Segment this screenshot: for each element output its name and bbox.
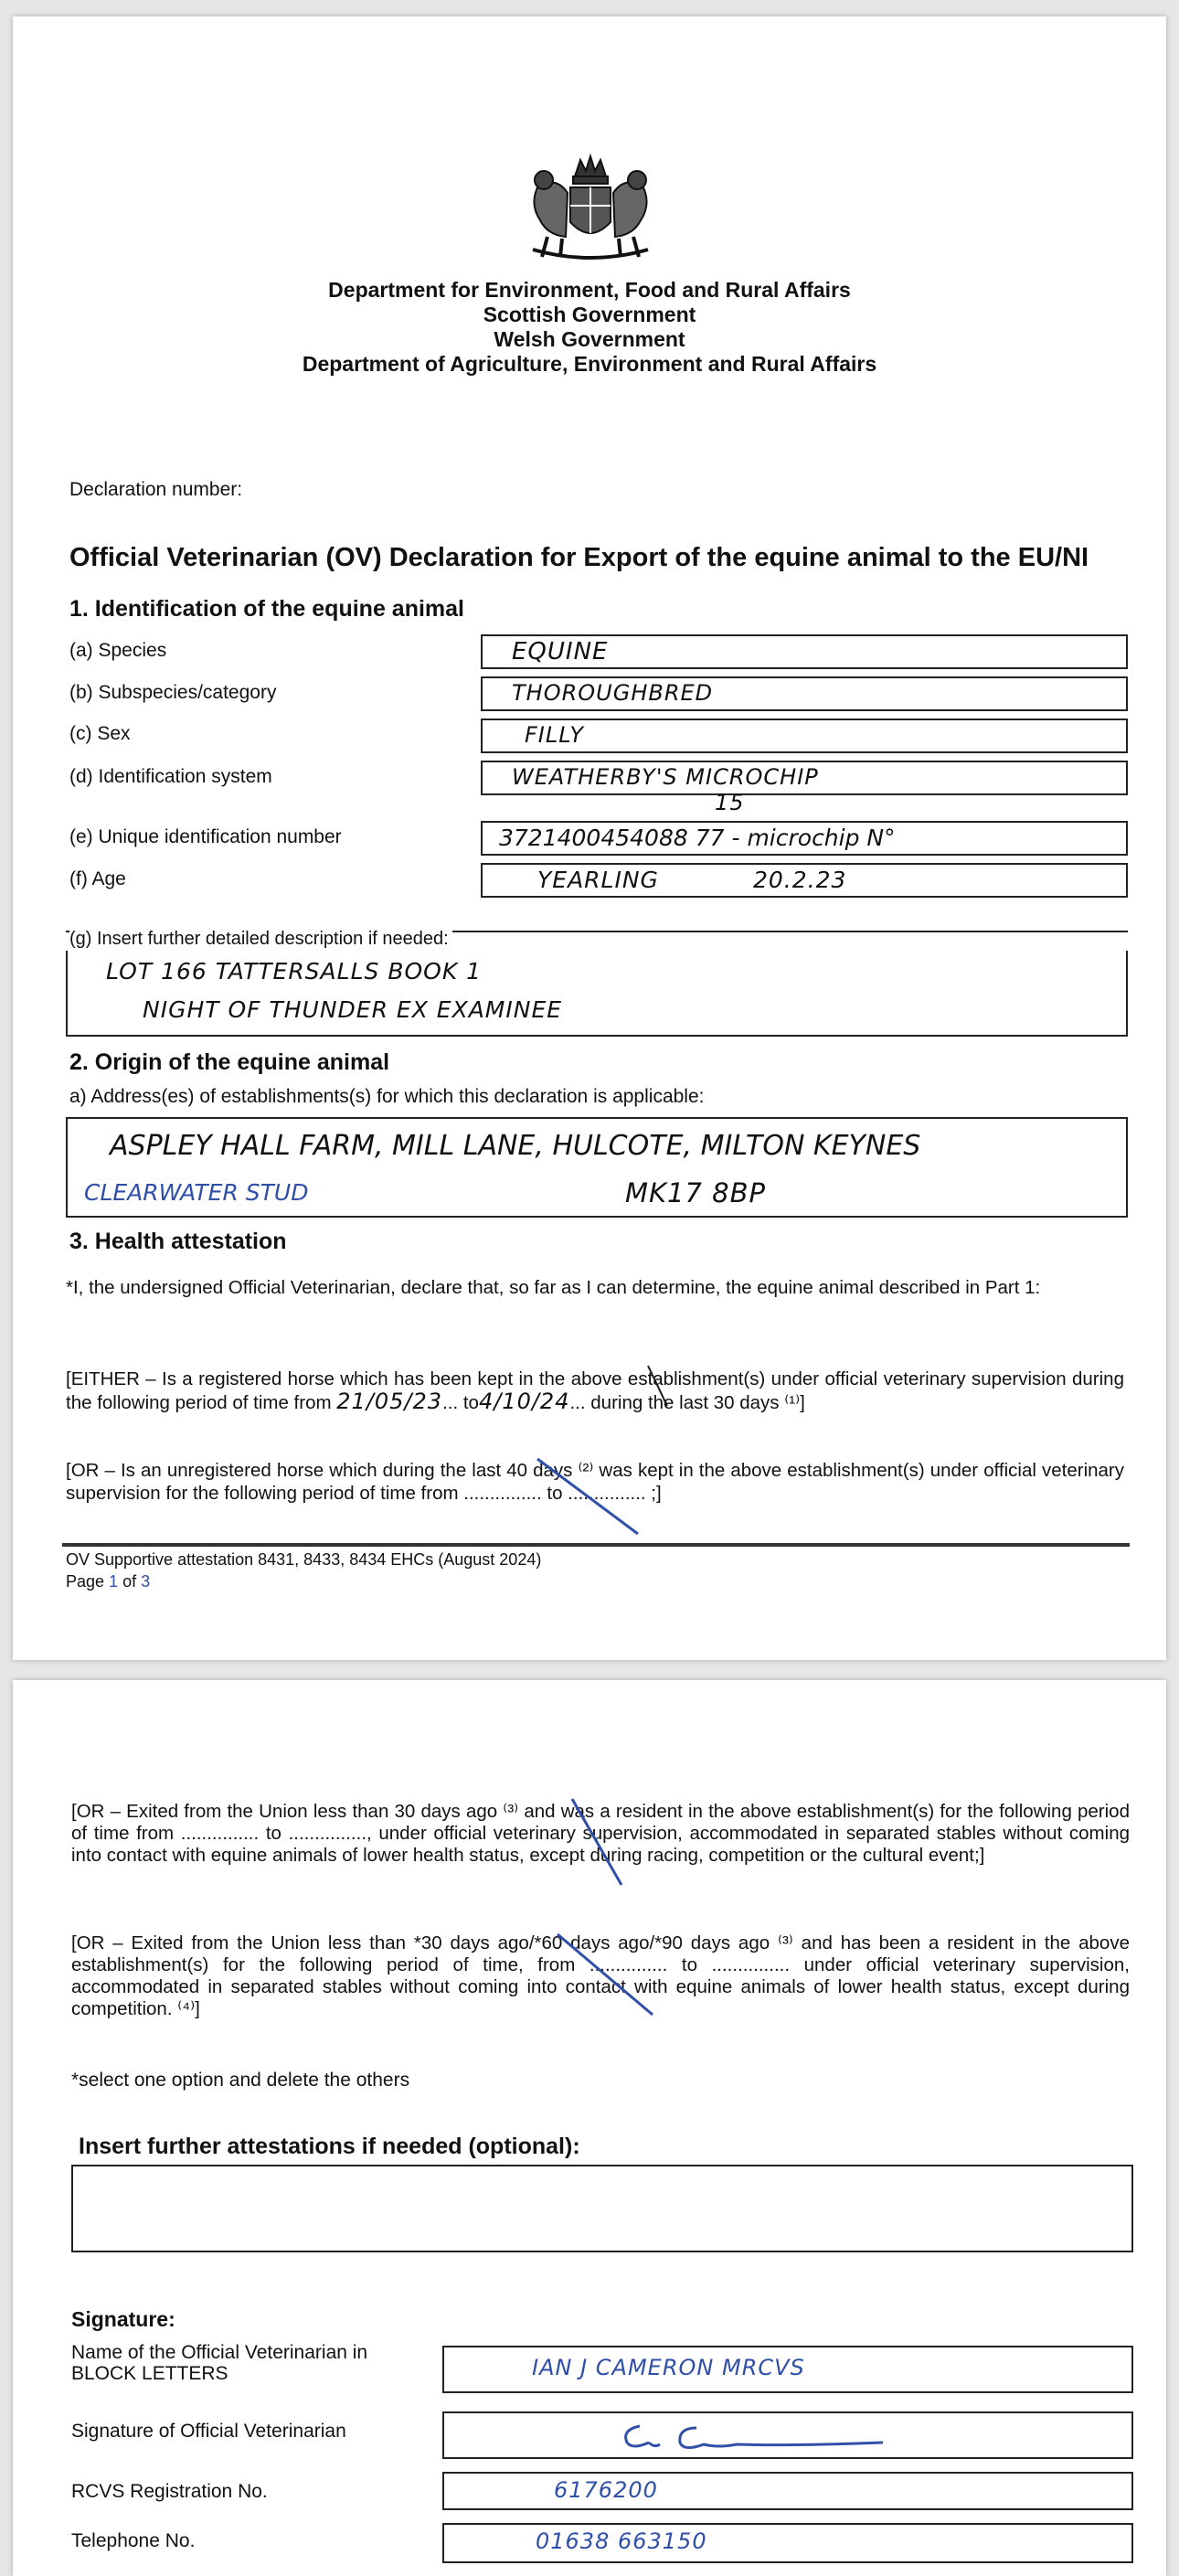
pen-strike-marks	[13, 16, 1166, 1660]
age-label: (f) Age	[69, 868, 126, 889]
section2-heading: 2. Origin of the equine animal	[69, 1049, 390, 1075]
department-defra: Department for Environment, Food and Rural Affairs	[328, 278, 851, 302]
either-from-date: 21/05/23	[336, 1389, 443, 1414]
or-unregistered-option: [OR – Is an unregistered horse which during the last 40 days ⁽²⁾ was kept in the above establishment(s) under official veterinary supervision for the following period of time from ............... to ............... ;]	[66, 1460, 1124, 1504]
ov-signature-label: Signature of Official Veterinarian	[71, 2421, 346, 2442]
species-label: (a) Species	[69, 640, 167, 661]
telephone-value: 01638 663150	[536, 2528, 707, 2554]
subspecies-label: (b) Subspecies/category	[69, 682, 277, 703]
telephone-label: Telephone No.	[71, 2530, 196, 2551]
either-text-mid: ... to	[442, 1392, 479, 1413]
page-of: of	[122, 1572, 137, 1591]
rcvs-value: 6176200	[554, 2477, 658, 2503]
strike-line-or3	[558, 1934, 653, 2015]
telephone-field[interactable]	[442, 2523, 1133, 2563]
age-value: YEARLING	[537, 867, 659, 893]
rcvs-field[interactable]	[442, 2472, 1133, 2510]
signature-heading: Signature:	[71, 2307, 175, 2331]
sex-value: FILLY	[525, 722, 584, 748]
identification-system-value: WEATHERBY'S MICROCHIP	[512, 764, 819, 790]
page-number: 1	[109, 1572, 119, 1591]
ov-name-value: IAN J CAMERON MRCVS	[532, 2355, 805, 2380]
further-description-line2: NIGHT OF THUNDER EX EXAMINEE	[143, 996, 563, 1023]
further-attestations-heading: Insert further attestations if needed (optional):	[79, 2134, 580, 2159]
sex-label: (c) Sex	[69, 723, 131, 744]
further-description-line1: LOT 166 TATTERSALLS BOOK 1	[106, 958, 483, 985]
page-total: 3	[141, 1572, 151, 1591]
strike-line-unregistered	[537, 1459, 638, 1534]
identification-system-label: (d) Identification system	[69, 766, 272, 787]
page-word: Page	[66, 1572, 105, 1591]
ov-name-field[interactable]	[442, 2346, 1133, 2393]
address-stamp: CLEARWATER STUD	[84, 1179, 309, 1206]
strike-line-either	[648, 1366, 667, 1406]
either-text-b: ... during the last 30 days ⁽¹⁾]	[569, 1392, 805, 1413]
or-exited-30-60-90-option: [OR – Exited from the Union less than *30 days ago/*60 days ago/*90 days ago ⁽³⁾ and has been a resident in the above establishment(s) for the following period of time, from ............... to ............... under official veterinary supervision, accommodated in separated stables without coming into contact with equine animals of lower health status, except during competition. ⁽⁴⁾]	[71, 1932, 1130, 2019]
ov-name-label: Name of the Official Veterinarian in BLOCK LETTERS	[71, 2342, 368, 2384]
document-page-1	[13, 16, 1166, 1660]
either-to-date: 4/10/24	[478, 1389, 570, 1414]
footer-attestation: OV Supportive attestation 8431, 8433, 8434 EHCs (August 2024)	[66, 1550, 542, 1569]
health-intro: *I, the undersigned Official Veterinarian, declare that, so far as I can determine, the equine animal described in Part 1:	[66, 1277, 1041, 1298]
address-label: a) Address(es) of establishments(s) for which this declaration is applicable:	[69, 1086, 705, 1107]
further-description-label: (g) Insert further detailed description if needed:	[69, 929, 452, 950]
department-scottish-government: Scottish Government	[483, 303, 696, 326]
handwritten-signature-icon	[609, 2417, 901, 2454]
address-postcode: MK17 8BP	[625, 1177, 766, 1208]
section1-heading: 1. Identification of the equine animal	[69, 596, 464, 622]
department-welsh-government: Welsh Government	[494, 327, 685, 351]
section3-heading: 3. Health attestation	[69, 1229, 287, 1254]
strike-line-or2	[572, 1799, 621, 1885]
or-exited-30-days-option: [OR – Exited from the Union less than 30 days ago ⁽³⁾ and was a resident in the above establishment(s) for the following period of time from ............... to ..............., under official veterinary supervision, accommodated in separated stables without coming into contact with equine animals of lower health status, except during racing, competition or the cultural event;]	[71, 1801, 1130, 1866]
address-line1: ASPLEY HALL FARM, MILL LANE, HULCOTE, MILTON KEYNES	[110, 1130, 921, 1162]
declaration-number-label: Declaration number:	[69, 479, 243, 500]
unique-id-value: 3721400454088 77 - microchip N°	[499, 825, 896, 851]
further-attestations-field[interactable]	[71, 2165, 1133, 2252]
unique-id-label: (e) Unique identification number	[69, 826, 342, 847]
document-page-2	[13, 1680, 1166, 2576]
age-date: 20.2.23	[753, 867, 847, 893]
uid-correction: 15	[715, 790, 745, 815]
department-daera: Department of Agriculture, Environment and Rural Affairs	[302, 352, 877, 376]
footer-rule	[62, 1543, 1130, 1547]
select-note: *select one option and delete the others	[71, 2070, 410, 2091]
subspecies-value: THOROUGHBRED	[512, 680, 714, 706]
page-title: Official Veterinarian (OV) Declaration for Export of the equine animal to the EU/NI	[69, 543, 1089, 572]
either-text-a: [EITHER – Is a registered horse which has been kept in the above establishment(s) under official veterinary supervision during the following period of time from	[66, 1368, 1124, 1413]
page-counter	[66, 1572, 150, 1591]
species-value: EQUINE	[512, 638, 609, 665]
rcvs-label: RCVS Registration No.	[71, 2481, 268, 2502]
ov-signature-field[interactable]	[442, 2411, 1133, 2459]
